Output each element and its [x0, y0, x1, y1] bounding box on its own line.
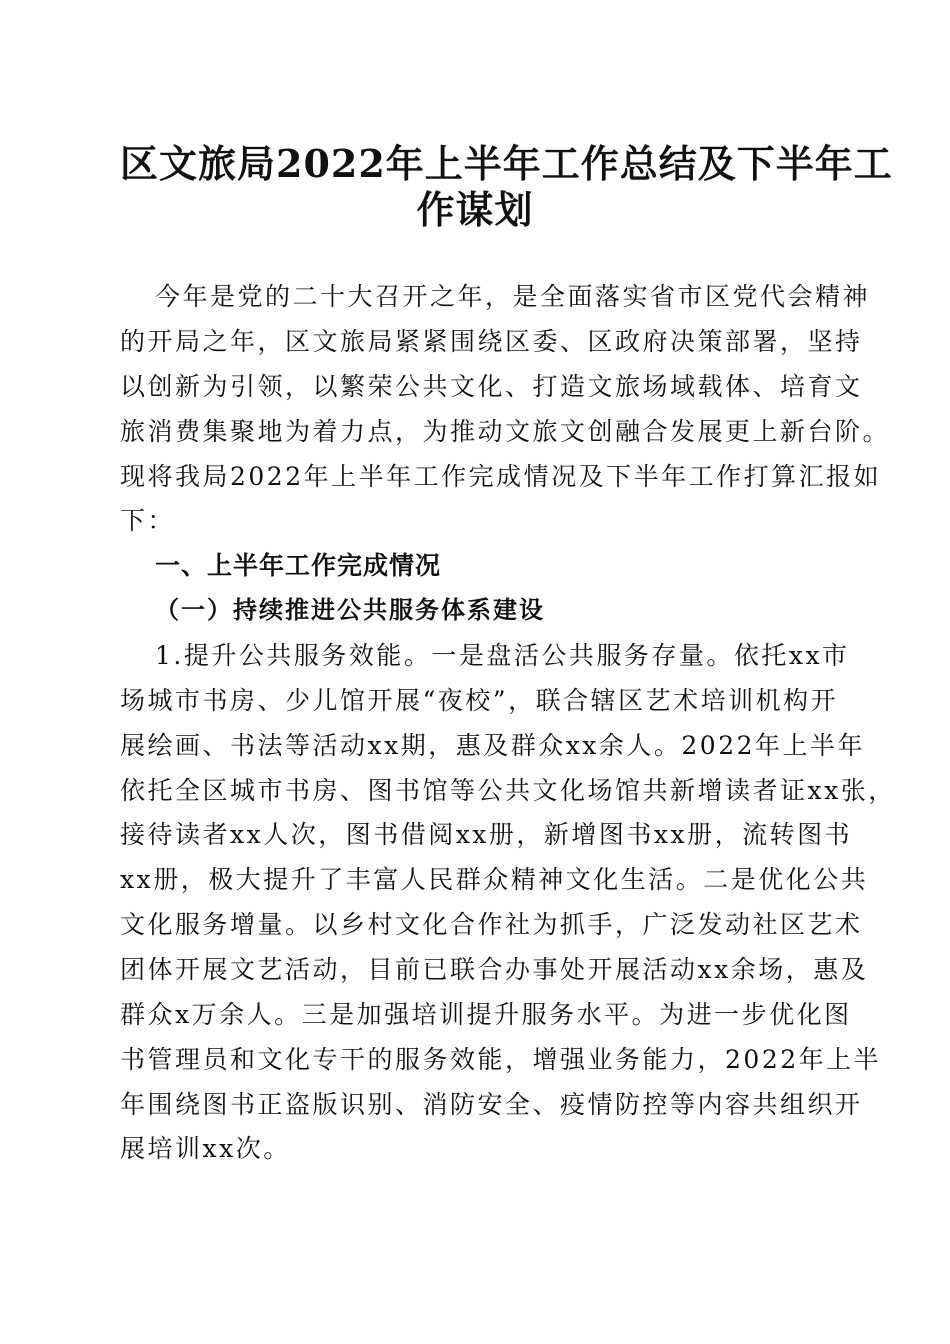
paragraph-line: 场城市书房、少儿馆开展“夜校”，联合辖区艺术培训机构开	[120, 686, 839, 715]
intro-line: 今年是党的二十大召开之年，是全面落实省市区党代会精神	[155, 282, 871, 311]
intro-line: 下：	[120, 506, 176, 535]
intro-line: 的开局之年，区文旅局紧紧围绕区委、区政府决策部署，坚持	[120, 327, 863, 356]
paragraph-line: 依托全区城市书房、图书馆等公共文化场馆共新增读者证xx张，	[120, 776, 896, 805]
paragraph-line: 展培训xx次。	[120, 1134, 291, 1163]
paragraph-line: xx册，极大提升了丰富人民群众精神文化生活。二是优化公共	[120, 865, 869, 894]
intro-line: 旅消费集聚地为着力点，为推动文旅文创融合发展更上新台阶。	[120, 417, 891, 446]
paragraph-line: 文化服务增量。以乡村文化合作社为抓手，广泛发动社区艺术	[120, 910, 863, 939]
intro-line: 以创新为引领，以繁荣公共文化、打造文旅场域载体、培育文	[120, 372, 863, 401]
subsection-heading-1: （一）持续推进公共服务体系建设	[155, 595, 545, 624]
paragraph-line: 接待读者xx人次，图书借阅xx册，新增图书xx册，流转图书	[120, 820, 853, 849]
paragraph-line: 群众x万余人。三是加强培训提升服务水平。为进一步优化图	[120, 1000, 852, 1029]
intro-line: 现将我局2022年上半年工作完成情况及下半年工作打算汇报如	[120, 462, 882, 491]
paragraph-line: 团体开展文艺活动，目前已联合办事处开展活动xx余场，惠及	[120, 955, 869, 984]
paragraph-line: 1.提升公共服务效能。一是盘活公共服务存量。依托xx市	[155, 641, 850, 670]
paragraph-line: 展绘画、书法等活动xx期，惠及群众xx余人。2022年上半年	[120, 731, 866, 760]
paragraph-line: 年围绕图书正盗版识别、消防安全、疫情防控等内容共组织开	[120, 1090, 863, 1119]
section-heading-1: 一、上半年工作完成情况	[155, 551, 442, 580]
document-title-line-2: 作谋划	[416, 187, 534, 232]
paragraph-line: 书管理员和文化专干的服务效能，增强业务能力，2022年上半	[120, 1045, 882, 1074]
document-title-line-1: 区文旅局2022年上半年工作总结及下半年工	[120, 141, 893, 186]
